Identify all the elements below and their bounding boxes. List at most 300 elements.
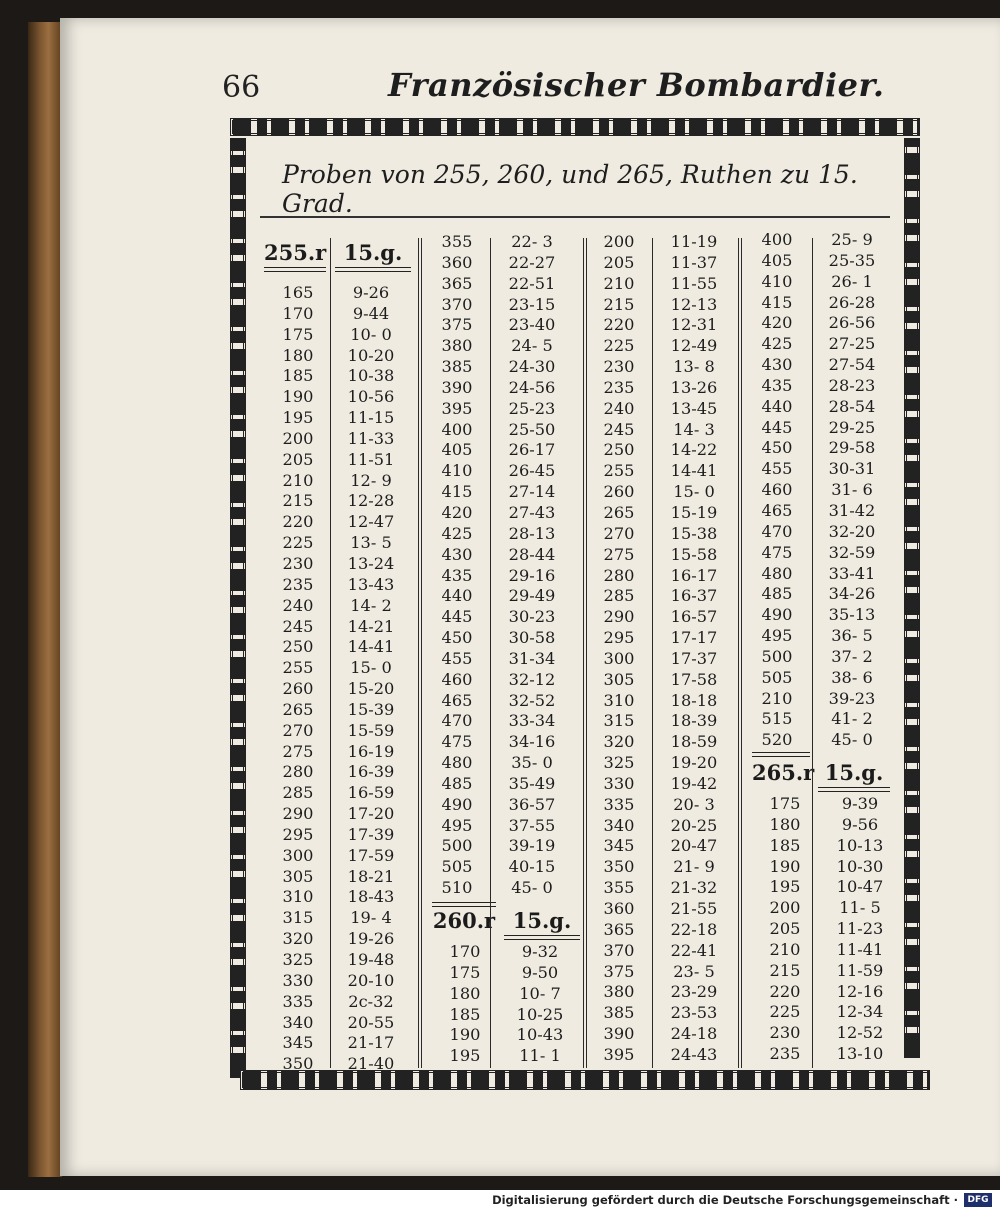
table-row xyxy=(752,418,902,439)
table-row xyxy=(594,857,744,878)
table-row xyxy=(432,566,582,587)
distance-cell: 435 xyxy=(441,565,473,585)
dfg-logo: DFG xyxy=(964,1193,992,1207)
distance-cell: 165 xyxy=(282,283,314,302)
time-cell: 20-55 xyxy=(347,1012,395,1032)
t255-rows xyxy=(270,283,416,1075)
time-cell: 32-59 xyxy=(828,542,876,562)
time-cell: 23-29 xyxy=(670,982,718,1002)
table-row xyxy=(432,336,582,357)
time-cell: 13-26 xyxy=(670,377,718,397)
table-row xyxy=(760,794,910,815)
time-cell: 29-16 xyxy=(508,565,556,585)
table-row xyxy=(432,420,582,441)
time-cell: 11-23 xyxy=(836,919,884,939)
time-cell: 13-10 xyxy=(836,1044,884,1064)
heading-rule xyxy=(260,216,890,218)
table-row xyxy=(594,274,744,295)
distance-cell: 220 xyxy=(282,512,314,532)
distance-cell: 410 xyxy=(441,461,473,481)
t260-header-rule-top xyxy=(432,902,496,907)
time-cell: 11-15 xyxy=(347,408,395,428)
t260-cont-rows xyxy=(594,232,744,1066)
distance-cell: 310 xyxy=(282,887,314,907)
time-cell: 21-55 xyxy=(670,899,718,918)
time-cell: 15-38 xyxy=(670,523,718,543)
distance-cell: 215 xyxy=(603,294,635,314)
table-row xyxy=(432,295,582,316)
table-row xyxy=(270,1033,416,1054)
distance-cell: 475 xyxy=(761,542,793,562)
time-cell: 11-19 xyxy=(670,232,718,251)
time-cell: 12-49 xyxy=(670,336,718,356)
distance-cell: 390 xyxy=(441,377,473,397)
distance-cell: 220 xyxy=(769,981,801,1001)
table-row xyxy=(594,545,744,566)
distance-cell: 255 xyxy=(282,658,314,678)
distance-cell: 520 xyxy=(761,730,793,750)
time-cell: 10-47 xyxy=(836,877,884,897)
column-separator xyxy=(652,238,653,1068)
table-row xyxy=(432,774,582,795)
distance-cell: 455 xyxy=(441,648,473,668)
table-row xyxy=(760,982,910,1003)
time-cell: 16-59 xyxy=(347,783,395,803)
table-row xyxy=(752,480,902,501)
table-row xyxy=(760,877,910,898)
time-cell: 22-41 xyxy=(670,940,718,960)
time-cell: 11-33 xyxy=(347,428,395,448)
table-row xyxy=(270,304,416,325)
table-row xyxy=(752,313,902,334)
table-row xyxy=(752,251,902,272)
time-cell: 24-30 xyxy=(508,357,556,377)
table-row xyxy=(270,429,416,450)
t255-cont-rows xyxy=(432,232,582,899)
table-row xyxy=(270,554,416,575)
table-row xyxy=(594,628,744,649)
distance-cell: 445 xyxy=(761,417,793,437)
distance-cell: 485 xyxy=(761,584,793,604)
table-row xyxy=(270,491,416,512)
table-row xyxy=(270,637,416,658)
distance-cell: 470 xyxy=(761,521,793,541)
table-row xyxy=(432,795,582,816)
distance-cell: 180 xyxy=(769,814,801,834)
time-cell: 24- 5 xyxy=(511,336,553,356)
table-row xyxy=(760,857,910,878)
distance-cell: 230 xyxy=(603,357,635,377)
time-cell: 21-17 xyxy=(347,1033,395,1053)
table-row xyxy=(594,1003,744,1024)
frame-border-left xyxy=(230,138,246,1078)
table-row xyxy=(752,334,902,355)
table-row xyxy=(594,774,744,795)
table-row xyxy=(432,274,582,295)
table-row xyxy=(594,524,744,545)
distance-cell: 325 xyxy=(603,753,635,773)
t260-rows xyxy=(440,942,590,1067)
table-row xyxy=(432,524,582,545)
table-row xyxy=(594,461,744,482)
distance-cell: 505 xyxy=(441,857,473,877)
table-row xyxy=(432,816,582,837)
table-row xyxy=(432,670,582,691)
table-row xyxy=(270,992,416,1013)
table-row xyxy=(270,867,416,888)
time-cell: 30-23 xyxy=(508,607,556,627)
time-cell: 11- 5 xyxy=(839,898,881,918)
distance-cell: 180 xyxy=(449,983,481,1003)
table-row xyxy=(594,920,744,941)
time-cell: 22-18 xyxy=(670,919,718,939)
table-row xyxy=(752,626,902,647)
distance-cell: 415 xyxy=(761,292,793,312)
time-cell: 26- 1 xyxy=(831,271,873,291)
time-cell: 26-45 xyxy=(508,461,556,481)
distance-cell: 270 xyxy=(603,523,635,543)
time-cell: 15-19 xyxy=(670,502,718,522)
distance-cell: 370 xyxy=(603,940,635,960)
time-cell: 27-43 xyxy=(508,502,556,522)
distance-cell: 290 xyxy=(282,804,314,824)
distance-cell: 240 xyxy=(282,595,314,615)
table-row xyxy=(440,942,590,963)
t255-col2-header: 15.g. xyxy=(343,240,403,265)
time-cell: 24-43 xyxy=(670,1044,718,1064)
distance-cell: 435 xyxy=(761,375,793,395)
time-cell: 22-27 xyxy=(508,252,556,272)
time-cell: 11-59 xyxy=(836,960,884,980)
table-row xyxy=(432,399,582,420)
time-cell: 29-25 xyxy=(828,417,876,437)
distance-cell: 490 xyxy=(441,794,473,814)
time-cell: 28-13 xyxy=(508,523,556,543)
column-separator xyxy=(812,238,813,1068)
distance-cell: 475 xyxy=(441,732,473,752)
distance-cell: 470 xyxy=(441,711,473,731)
table-row xyxy=(760,898,910,919)
table-row xyxy=(270,408,416,429)
distance-cell: 235 xyxy=(282,574,314,594)
time-cell: 11-55 xyxy=(670,273,718,293)
t260-cont2-rows xyxy=(752,230,902,751)
table-row xyxy=(270,617,416,638)
distance-cell: 210 xyxy=(603,273,635,293)
distance-cell: 280 xyxy=(603,565,635,585)
distance-cell: 480 xyxy=(761,563,793,583)
time-cell: 41- 2 xyxy=(831,709,873,729)
distance-cell: 300 xyxy=(282,845,314,865)
table-row xyxy=(432,607,582,628)
table-row xyxy=(752,293,902,314)
distance-cell: 175 xyxy=(769,794,801,813)
time-cell: 17-20 xyxy=(347,804,395,824)
table-row xyxy=(270,346,416,367)
distance-cell: 400 xyxy=(441,419,473,439)
table-row xyxy=(270,700,416,721)
distance-cell: 365 xyxy=(603,919,635,939)
t265-col2-header: 15.g. xyxy=(824,760,884,785)
time-cell: 21-32 xyxy=(670,878,718,898)
table-row xyxy=(752,543,902,564)
distance-cell: 200 xyxy=(282,428,314,448)
table-row xyxy=(270,804,416,825)
table-row xyxy=(270,325,416,346)
table-row xyxy=(594,795,744,816)
time-cell: 12-28 xyxy=(347,491,395,511)
table-row xyxy=(432,482,582,503)
table-row xyxy=(270,887,416,908)
t265-rows xyxy=(760,794,910,1065)
time-cell: 17-17 xyxy=(670,628,718,648)
column-separator xyxy=(583,238,584,1068)
table-row xyxy=(270,575,416,596)
distance-cell: 515 xyxy=(761,709,793,729)
table-row xyxy=(752,230,902,251)
column-separator xyxy=(330,238,331,1068)
table-row xyxy=(270,1013,416,1034)
time-cell: 31-42 xyxy=(828,500,876,520)
table-row xyxy=(752,459,902,480)
distance-cell: 460 xyxy=(441,669,473,689)
distance-cell: 405 xyxy=(761,250,793,270)
time-cell: 12-13 xyxy=(670,294,718,314)
distance-cell: 205 xyxy=(282,449,314,469)
table-row xyxy=(440,984,590,1005)
time-cell: 10-43 xyxy=(516,1025,564,1045)
time-cell: 33-41 xyxy=(828,563,876,583)
time-cell: 2c-32 xyxy=(348,991,394,1011)
time-cell: 27-25 xyxy=(828,334,876,354)
time-cell: 13-45 xyxy=(670,398,718,418)
running-head: Französischer Bombardier. xyxy=(388,66,885,104)
table-row xyxy=(760,836,910,857)
column-separator xyxy=(738,238,739,1068)
table-row xyxy=(594,649,744,670)
time-cell: 35-13 xyxy=(828,605,876,625)
distance-cell: 215 xyxy=(769,960,801,980)
table-row xyxy=(270,512,416,533)
table-row xyxy=(594,941,744,962)
table-row xyxy=(432,545,582,566)
time-cell: 15-58 xyxy=(670,544,718,564)
table-row xyxy=(594,878,744,899)
distance-cell: 465 xyxy=(441,690,473,710)
time-cell: 12-47 xyxy=(347,512,395,532)
distance-cell: 170 xyxy=(449,942,481,961)
table-row xyxy=(594,420,744,441)
time-cell: 30-58 xyxy=(508,628,556,648)
distance-cell: 390 xyxy=(603,1024,635,1044)
time-cell: 12-52 xyxy=(836,1023,884,1043)
time-cell: 15-39 xyxy=(347,699,395,719)
time-cell: 45- 0 xyxy=(511,878,553,898)
time-cell: 36-57 xyxy=(508,794,556,814)
table-row xyxy=(270,471,416,492)
table-row xyxy=(594,586,744,607)
column-separator xyxy=(421,238,422,1068)
table-row xyxy=(594,503,744,524)
distance-cell: 490 xyxy=(761,605,793,625)
table-row xyxy=(760,961,910,982)
table-row xyxy=(594,232,744,253)
distance-cell: 285 xyxy=(603,586,635,606)
time-cell: 31-34 xyxy=(508,648,556,668)
time-cell: 22- 3 xyxy=(511,232,553,251)
distance-cell: 340 xyxy=(603,815,635,835)
table-row xyxy=(760,815,910,836)
column-separator xyxy=(741,238,742,1068)
time-cell: 23- 5 xyxy=(673,961,715,981)
table-row xyxy=(760,1002,910,1023)
distance-cell: 195 xyxy=(449,1046,481,1066)
distance-cell: 395 xyxy=(441,398,473,418)
time-cell: 10-30 xyxy=(836,856,884,876)
table-heading: Proben von 255, 260, und 265, Ruthen zu 15. Grad. xyxy=(282,160,858,218)
table-row xyxy=(594,816,744,837)
distance-cell: 305 xyxy=(282,866,314,886)
distance-cell: 180 xyxy=(282,345,314,365)
distance-cell: 185 xyxy=(282,366,314,386)
table-row xyxy=(432,628,582,649)
time-cell: 22-51 xyxy=(508,273,556,293)
table-row xyxy=(270,721,416,742)
time-cell: 39-23 xyxy=(828,688,876,708)
distance-cell: 185 xyxy=(449,1004,481,1024)
distance-cell: 225 xyxy=(769,1002,801,1022)
time-cell: 20-10 xyxy=(347,970,395,990)
table-row xyxy=(270,679,416,700)
table-row xyxy=(270,971,416,992)
time-cell: 14- 3 xyxy=(673,419,715,439)
time-cell: 16-17 xyxy=(670,565,718,585)
table-row xyxy=(594,1045,744,1066)
time-cell: 23-53 xyxy=(670,1003,718,1023)
table-row xyxy=(270,783,416,804)
table-row xyxy=(752,584,902,605)
table-row xyxy=(270,1054,416,1075)
time-cell: 29-49 xyxy=(508,586,556,606)
table-row xyxy=(752,522,902,543)
distance-cell: 430 xyxy=(761,355,793,375)
table-row xyxy=(432,315,582,336)
distance-cell: 245 xyxy=(603,419,635,439)
time-cell: 13-43 xyxy=(347,574,395,594)
table-row xyxy=(432,378,582,399)
distance-cell: 430 xyxy=(441,544,473,564)
table-row xyxy=(594,836,744,857)
distance-cell: 340 xyxy=(282,1012,314,1032)
distance-cell: 185 xyxy=(769,835,801,855)
time-cell: 13- 8 xyxy=(673,357,715,377)
table-row xyxy=(270,846,416,867)
distance-cell: 250 xyxy=(282,637,314,657)
table-row xyxy=(594,753,744,774)
t260-col1-header: 260.r xyxy=(432,908,496,933)
table-row xyxy=(270,762,416,783)
distance-cell: 420 xyxy=(761,313,793,333)
book-spine xyxy=(28,22,62,1177)
time-cell: 20- 3 xyxy=(673,794,715,814)
time-cell: 28-44 xyxy=(508,544,556,564)
table-row xyxy=(752,689,902,710)
table-row xyxy=(594,962,744,983)
time-cell: 19-26 xyxy=(347,929,395,949)
time-cell: 34-26 xyxy=(828,584,876,604)
table-row xyxy=(432,503,582,524)
distance-cell: 440 xyxy=(441,586,473,606)
distance-cell: 455 xyxy=(761,459,793,479)
distance-cell: 460 xyxy=(761,480,793,500)
distance-cell: 345 xyxy=(282,1033,314,1053)
distance-cell: 240 xyxy=(603,398,635,418)
time-cell: 9-50 xyxy=(521,962,559,982)
time-cell: 14-41 xyxy=(347,637,395,657)
distance-cell: 410 xyxy=(761,271,793,291)
distance-cell: 245 xyxy=(282,616,314,636)
distance-cell: 505 xyxy=(761,667,793,687)
column-separator xyxy=(586,238,587,1068)
table-row xyxy=(760,940,910,961)
distance-cell: 275 xyxy=(282,741,314,761)
t255-col1-header: 255.r xyxy=(264,240,327,265)
table-row xyxy=(594,711,744,732)
distance-cell: 295 xyxy=(603,628,635,648)
table-row xyxy=(760,1023,910,1044)
time-cell: 27-14 xyxy=(508,482,556,502)
distance-cell: 420 xyxy=(441,502,473,522)
distance-cell: 500 xyxy=(761,646,793,666)
distance-cell: 200 xyxy=(769,898,801,918)
distance-cell: 170 xyxy=(282,303,314,323)
distance-cell: 300 xyxy=(603,648,635,668)
distance-cell: 260 xyxy=(282,679,314,699)
table-row xyxy=(594,482,744,503)
table-row xyxy=(432,691,582,712)
table-row xyxy=(270,908,416,929)
time-cell: 11-37 xyxy=(670,252,718,272)
time-cell: 17-59 xyxy=(347,845,395,865)
distance-cell: 200 xyxy=(603,232,635,251)
time-cell: 37- 2 xyxy=(831,646,873,666)
table-row xyxy=(594,691,744,712)
distance-cell: 305 xyxy=(603,669,635,689)
distance-cell: 175 xyxy=(449,962,481,982)
distance-cell: 295 xyxy=(282,824,314,844)
table-row xyxy=(594,336,744,357)
table-row xyxy=(270,825,416,846)
table-row xyxy=(760,1044,910,1065)
table-row xyxy=(432,836,582,857)
distance-cell: 280 xyxy=(282,762,314,782)
distance-cell: 230 xyxy=(282,553,314,573)
table-row xyxy=(752,272,902,293)
table-row xyxy=(752,438,902,459)
time-cell: 29-58 xyxy=(828,438,876,458)
time-cell: 25-23 xyxy=(508,398,556,418)
table-row xyxy=(594,732,744,753)
time-cell: 18-59 xyxy=(670,732,718,752)
time-cell: 24-18 xyxy=(670,1024,718,1044)
time-cell: 25-35 xyxy=(828,250,876,270)
time-cell: 10-20 xyxy=(347,345,395,365)
time-cell: 16-37 xyxy=(670,586,718,606)
table-row xyxy=(752,355,902,376)
time-cell: 20-25 xyxy=(670,815,718,835)
time-cell: 18-39 xyxy=(670,711,718,731)
distance-cell: 425 xyxy=(761,334,793,354)
